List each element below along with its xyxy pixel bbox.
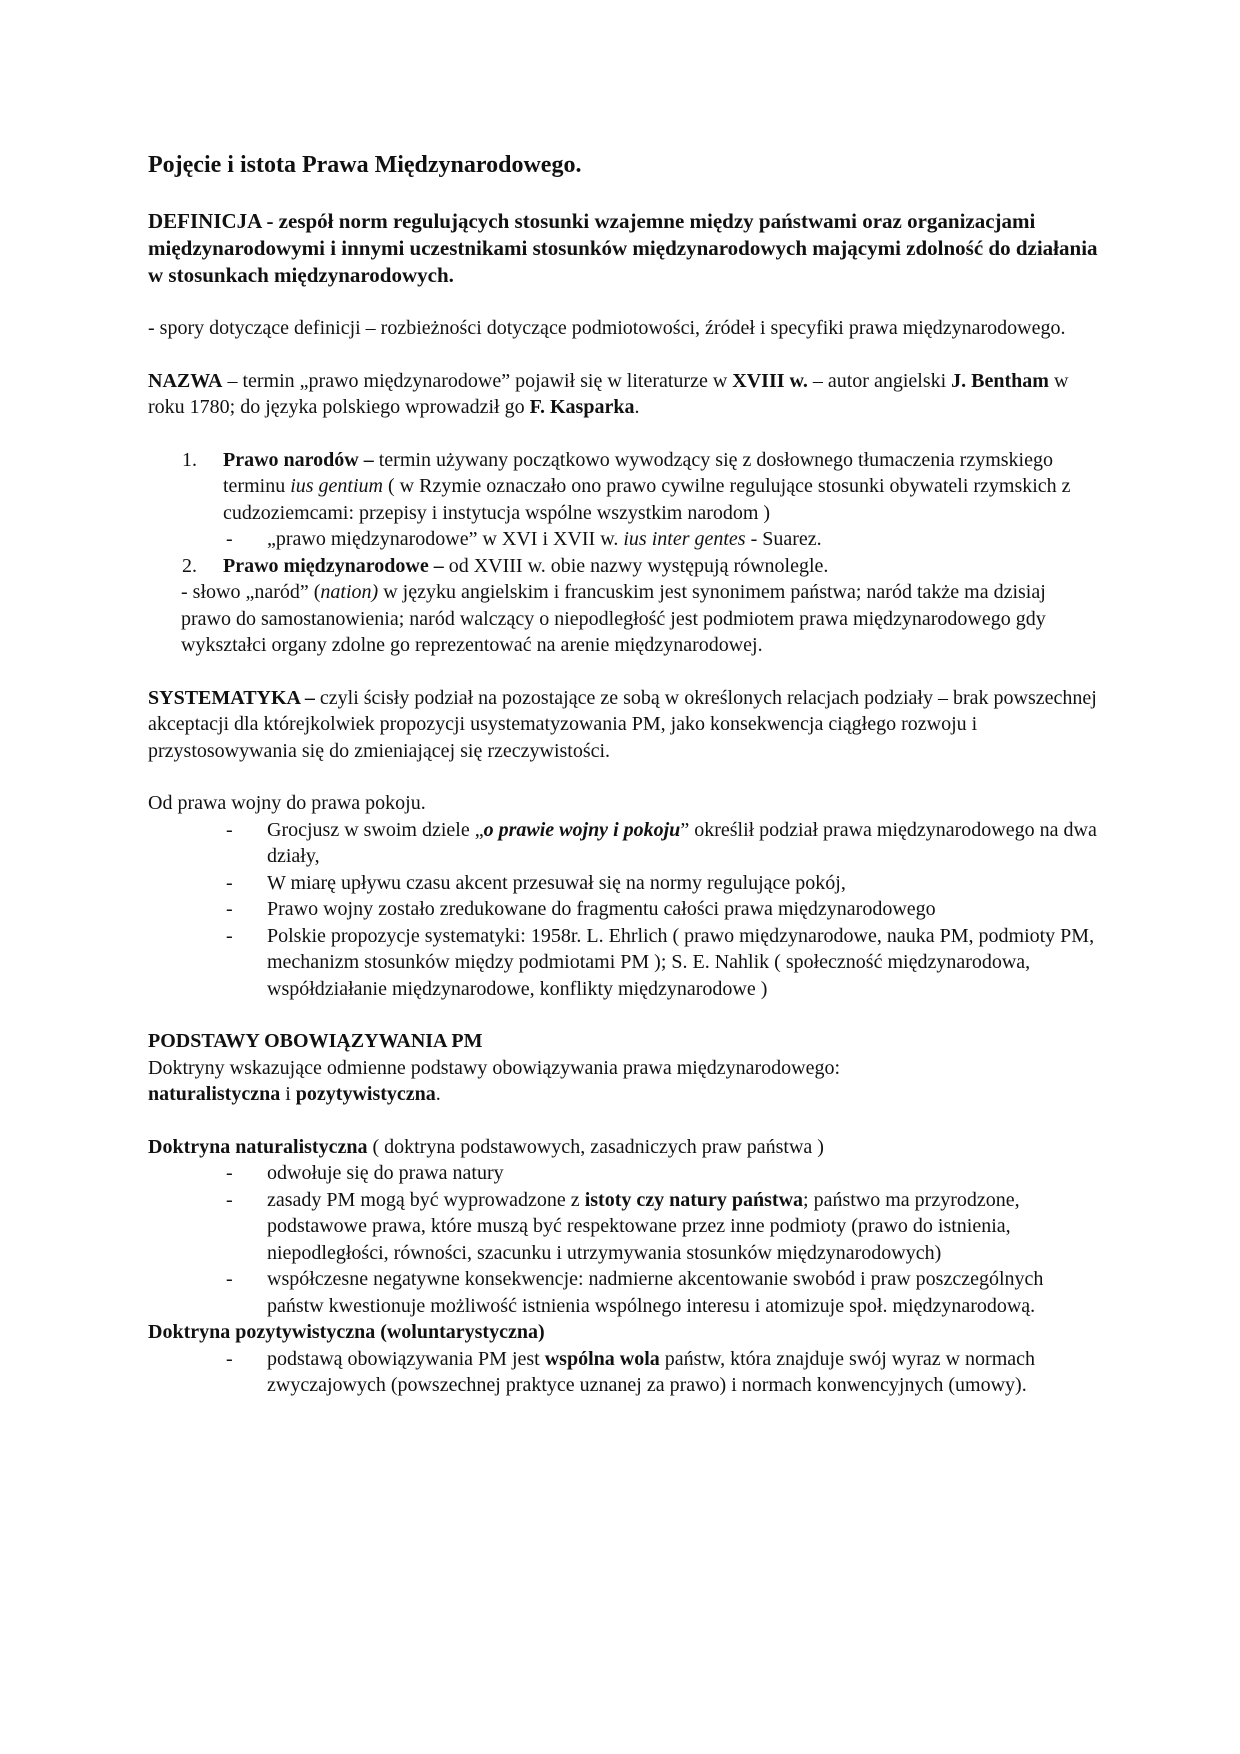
naturalist-heading — [148, 1134, 1098, 1161]
doctrine-name: pozytywistyczna — [295, 1083, 436, 1105]
list-dash: - — [226, 818, 233, 841]
list-text: ; państwo ma przyrodzone, podstawowe prawa, które muszą być respektowane przez inne podmioty (prawo do istnienia, niepodległości, równości, szacunku i utrzymywania stosunków międzynarodowych) — [267, 1188, 1020, 1264]
nazwa-century: XVIII w. — [732, 369, 808, 392]
list-item — [148, 817, 1098, 870]
nazwa-paragraph — [148, 368, 1098, 421]
list-item — [148, 896, 1098, 923]
nation-text: - słowo „naród” ( — [181, 581, 321, 603]
list-dash: - — [226, 1188, 233, 1211]
list-text: Prawo wojny zostało zredukowane do fragmentu całości prawa międzynarodowego — [267, 898, 936, 920]
definition-text: - zespół norm regulujących stosunki wzajemne między państwami oraz organizacjami międzynarodowymi i innymi uczestnikami stosunków międzynarodowych mającymi zdolność do działania w stosunkach międzynarodowych. — [148, 209, 1098, 287]
nazwa-polish-author: F. Kasparka — [529, 396, 635, 418]
list-text: współczesne negatywne konsekwencje: nadmierne akcentowanie swobód i praw poszczególnych państw kwestionuje możliwość istnienia wspólnego interesu i atomizuje społ. międzynarodową. — [267, 1268, 1044, 1317]
list-italic-term: ius inter gentes — [623, 528, 746, 550]
list-item — [148, 553, 1098, 580]
list-item — [148, 1346, 1098, 1399]
list-number: 2. — [182, 554, 197, 577]
disputes-paragraph: - spory dotyczące definicji – rozbieżności dotyczące podmiotowości, źródeł i specyfiki prawa międzynarodowego. — [148, 317, 1066, 339]
naturalist-text: ( doktryna podstawowych, zasadniczych praw państwa ) — [367, 1135, 824, 1158]
list-dash: - — [226, 924, 233, 947]
list-text: ( w Rzymie oznaczało ono prawo cywilne regulujące stosunki obywateli rzymskich z cudzoziemcami: przepisy i instytucja wspólne wszystkim narodom ) — [223, 475, 1071, 524]
nazwa-author: J. Bentham — [951, 369, 1049, 392]
nazwa-text: w roku 1780; do języka polskiego wprowadził go — [148, 369, 1069, 418]
list-item — [148, 923, 1098, 1003]
list-text: „prawo międzynarodowe” w XVI i XVII w. — [267, 528, 624, 550]
list-item — [148, 447, 1098, 527]
list-text: - Suarez. — [745, 528, 822, 550]
list-text: zasady PM mogą być wyprowadzone z — [267, 1188, 585, 1211]
podstawy-heading: PODSTAWY OBOWIĄZYWANIA PM — [148, 1030, 483, 1052]
list-text: Grocjusz w swoim dziele „ — [267, 818, 484, 841]
list-dash: - — [226, 898, 233, 920]
nazwa-text: – autor angielski — [807, 369, 952, 392]
list-number: 1. — [182, 448, 197, 471]
systematyka-label: SYSTEMATYKA – — [148, 686, 315, 709]
naturalist-label: Doktryna naturalistyczna — [148, 1135, 368, 1158]
list-text: W miarę upływu czasu akcent przesuwał się na normy regulujące pokój, — [267, 871, 846, 894]
doctrine-name: naturalistyczna — [148, 1083, 281, 1105]
podstawy-text: i — [280, 1083, 296, 1105]
podstawy-text: Doktryny wskazujące odmienne podstawy obowiązywania prawa międzynarodowego: — [148, 1056, 841, 1079]
nation-text: w języku angielskim i francuskim jest synonimem państwa; naród także ma dzisiaj prawo do samostanowienia; naród walczący o niepodległość jest podmiotem prawa międzynarodowego gdy wykształci organy zdolne go reprezentować na arenie międzynarodowej. — [181, 581, 1046, 656]
positivist-heading: Doktryna pozytywistyczna (woluntarystyczna) — [148, 1321, 545, 1343]
list-text: ” określił podział prawa międzynarodowego na dwa działy, — [267, 818, 1097, 867]
list-bold-term: wspólna wola — [544, 1347, 660, 1370]
list-dash: - — [226, 1268, 233, 1290]
podstawy-paragraph — [148, 1055, 1098, 1108]
podstawy-text: . — [435, 1083, 441, 1105]
list-item — [148, 1187, 1098, 1267]
book-title: o prawie wojny i pokoju — [483, 818, 681, 841]
list-item — [148, 870, 1098, 897]
list-italic-term: ius gentium — [290, 475, 383, 497]
definition-label: DEFINICJA — [148, 209, 262, 233]
systematyka-text: czyli ścisły podział na pozostające ze sobą w określonych relacjach podziały – brak powszechnej akceptacji dla którejkolwiek propozycji usystematyzowania PM, jako konsekwencja ciągłego rozwoju i przystosowywania się do zmieniającej się rzeczywistości. — [148, 686, 1097, 762]
nazwa-label: NAZWA — [148, 369, 223, 392]
list-term: Prawo narodów – — [223, 448, 374, 471]
document-title: Pojęcie i istota Prawa Międzynarodowego. — [148, 152, 582, 178]
list-text: Polskie propozycje systematyki: 1958r. L. Ehrlich ( prawo międzynarodowe, nauka PM, podmioty PM, mechanizm stosunków między podmiotami PM ); S. E. Nahlik ( społeczność międzynarodowa, współdziałanie międzynarodowe, konflikty międzynarodowe ) — [267, 924, 1095, 1000]
list-dash: - — [226, 528, 233, 550]
list-text: odwołuje się do prawa natury — [267, 1162, 504, 1184]
definition-paragraph — [148, 208, 1098, 289]
list-item — [148, 526, 1098, 553]
list-term: Prawo międzynarodowe – — [223, 554, 444, 577]
nation-paragraph — [148, 579, 1098, 659]
document-page — [148, 150, 1098, 1399]
list-text: termin używany początkowo wywodzący się z dosłownego tłumaczenia rzymskiego terminu — [223, 448, 1053, 497]
list-text: podstawą obowiązywania PM jest — [267, 1347, 545, 1370]
list-dash: - — [226, 1347, 233, 1370]
list-item — [148, 1160, 1098, 1187]
nazwa-text: . — [634, 396, 640, 418]
war-peace-heading: Od prawa wojny do prawa pokoju. — [148, 792, 426, 814]
nation-italic: nation) — [320, 581, 379, 603]
list-dash: - — [226, 1162, 233, 1184]
list-dash: - — [226, 871, 233, 894]
nazwa-text: – termin „prawo międzynarodowe” pojawił się w literaturze w — [222, 369, 733, 392]
systematyka-paragraph — [148, 685, 1098, 765]
list-bold-term: istoty czy natury państwa — [584, 1188, 804, 1211]
list-text: od XVIII w. obie nazwy występują równolegle. — [443, 554, 829, 577]
list-text: państw, która znajduje swój wyraz w normach zwyczajowych (powszechnej praktyce uznanej za prawo) i normach konwencyjnych (umowy). — [267, 1347, 1036, 1396]
list-item — [148, 1266, 1098, 1319]
